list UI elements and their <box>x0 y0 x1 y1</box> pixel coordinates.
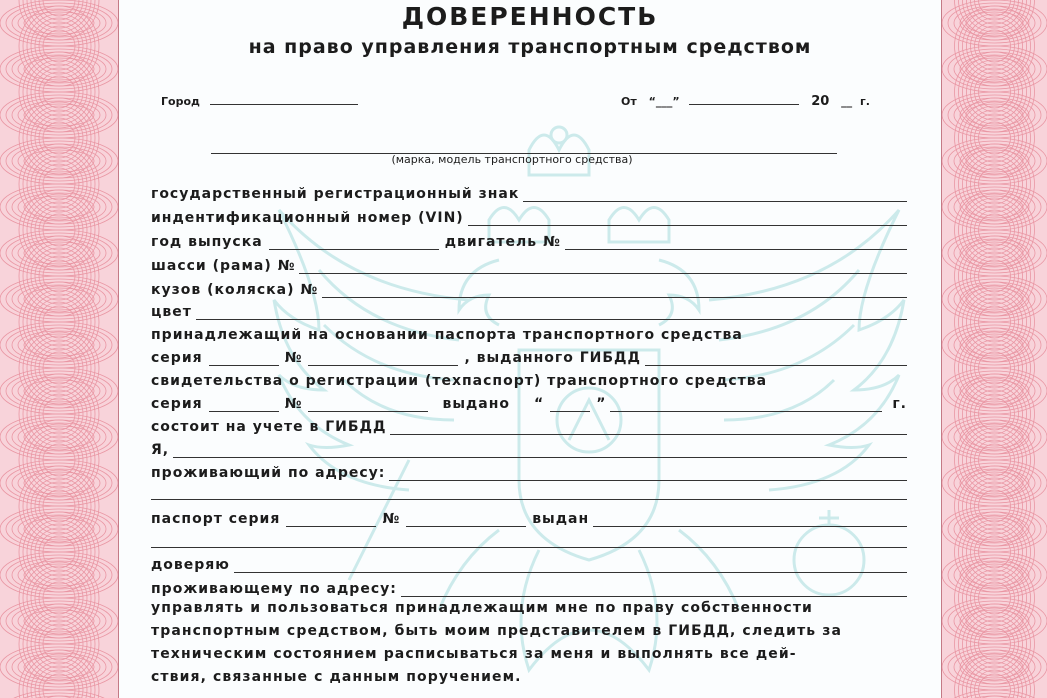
quote-open: “ <box>648 95 656 108</box>
certificate-label: свидетельства о регистрации (техпаспорт) транспортного средства <box>151 373 768 389</box>
sts-day-field[interactable] <box>550 397 590 412</box>
date-row <box>621 92 870 109</box>
belongs-row <box>151 321 907 343</box>
reg-sign-row <box>151 180 907 202</box>
chassis-label: шасси (рама) № <box>151 258 296 274</box>
vin-label: индентификационный номер (VIN) <box>151 210 464 226</box>
body-text-line-4: ствия, связанные с данным поручением. <box>151 669 522 685</box>
trustee-address-field[interactable] <box>401 582 907 597</box>
body-text-line-3: техническим состоянием расписываться за меня и выполнять все дей- <box>151 646 797 662</box>
sts-quote-close: ” <box>596 396 607 412</box>
pts-row <box>151 344 907 366</box>
sts-row <box>151 390 907 412</box>
year-suffix: г. <box>860 95 870 108</box>
passport-issued-field-2[interactable] <box>151 546 907 548</box>
sts-quote-open: “ <box>534 396 545 412</box>
body-row <box>151 276 907 298</box>
sts-year-suffix: г. <box>892 396 907 412</box>
principal-address-field-2[interactable] <box>151 498 907 500</box>
body-field[interactable] <box>322 283 907 298</box>
registered-field[interactable] <box>390 420 907 435</box>
month-field[interactable] <box>689 92 799 105</box>
year-prefix: 20 <box>811 94 830 109</box>
right-guilloche-border <box>942 0 1047 698</box>
vin-field[interactable] <box>468 211 907 226</box>
sts-month-field[interactable] <box>610 397 882 412</box>
pts-number-field[interactable] <box>308 351 458 366</box>
passport-series-label: паспорт серия <box>151 511 281 527</box>
sts-series-field[interactable] <box>209 397 279 412</box>
principal-label: Я, <box>151 442 170 458</box>
principal-name-field[interactable] <box>173 443 907 458</box>
principal-address-label: проживающий по адресу: <box>151 465 386 481</box>
engine-field[interactable] <box>565 235 907 250</box>
registered-row <box>151 413 907 435</box>
passport-issued-field[interactable] <box>593 512 907 527</box>
trustee-address-row <box>151 575 907 597</box>
city-field[interactable] <box>210 92 358 105</box>
left-guilloche-border <box>0 0 118 698</box>
year-field[interactable]: __ <box>841 95 853 108</box>
sts-series-label: серия <box>151 396 203 412</box>
from-label: От <box>621 95 637 108</box>
body-text-line-2: транспортным средством, быть моим представителем в ГИБДД, следить за <box>151 623 843 639</box>
passport-series-field[interactable] <box>286 512 376 527</box>
trustee-name-field[interactable] <box>234 558 907 573</box>
passport-row <box>151 505 907 527</box>
passport-number-label: № <box>382 511 401 527</box>
passport-issued-label: выдан <box>532 511 590 527</box>
day-field[interactable]: ___ <box>655 95 673 108</box>
pts-number-label: № <box>284 350 303 366</box>
trustee-label: доверяю <box>151 557 230 573</box>
year-engine-row <box>151 228 907 250</box>
body-label: кузов (коляска) № <box>151 282 319 298</box>
body-text-line-1: управлять и пользоваться принадлежащим мне по праву собственности <box>151 600 813 616</box>
city-row <box>161 92 358 108</box>
document-title: ДОВЕРЕННОСТЬ <box>401 2 659 31</box>
principal-row <box>151 436 907 458</box>
chassis-row <box>151 252 907 274</box>
quote-close: ” <box>672 95 680 108</box>
pts-series-label: серия <box>151 350 203 366</box>
reg-sign-field[interactable] <box>523 187 907 202</box>
vin-row <box>151 204 907 226</box>
chassis-field[interactable] <box>299 259 907 274</box>
sts-issued-label: выдано <box>442 396 511 412</box>
color-field[interactable] <box>196 305 907 320</box>
trustee-address-label: проживающему по адресу: <box>151 581 397 597</box>
year-label: год выпуска <box>151 234 263 250</box>
principal-address-field[interactable] <box>389 466 907 481</box>
sts-number-label: № <box>284 396 303 412</box>
reg-sign-label: государственный регистрационный знак <box>151 186 520 202</box>
engine-label: двигатель № <box>444 234 561 250</box>
year-field-input[interactable] <box>269 235 439 250</box>
pts-series-field[interactable] <box>209 351 279 366</box>
passport-number-field[interactable] <box>406 512 526 527</box>
belongs-label: принадлежащий на основании паспорта транспортного средства <box>151 327 743 343</box>
color-label: цвет <box>151 304 192 320</box>
city-label: Город <box>161 95 200 108</box>
form-sheet <box>118 0 942 698</box>
certificate-row <box>151 367 907 389</box>
principal-address-row <box>151 459 907 481</box>
vehicle-make-caption: (марка, модель транспортного средства) <box>391 153 633 166</box>
document-subtitle: на право управления транспортным средством <box>248 36 812 58</box>
trustee-row <box>151 551 907 573</box>
pts-issued-field[interactable] <box>645 351 907 366</box>
sts-number-field[interactable] <box>308 397 428 412</box>
pts-issued-label: , выданного ГИБДД <box>464 350 641 366</box>
color-row <box>151 298 907 320</box>
registered-label: состоит на учете в ГИБДД <box>151 419 387 435</box>
